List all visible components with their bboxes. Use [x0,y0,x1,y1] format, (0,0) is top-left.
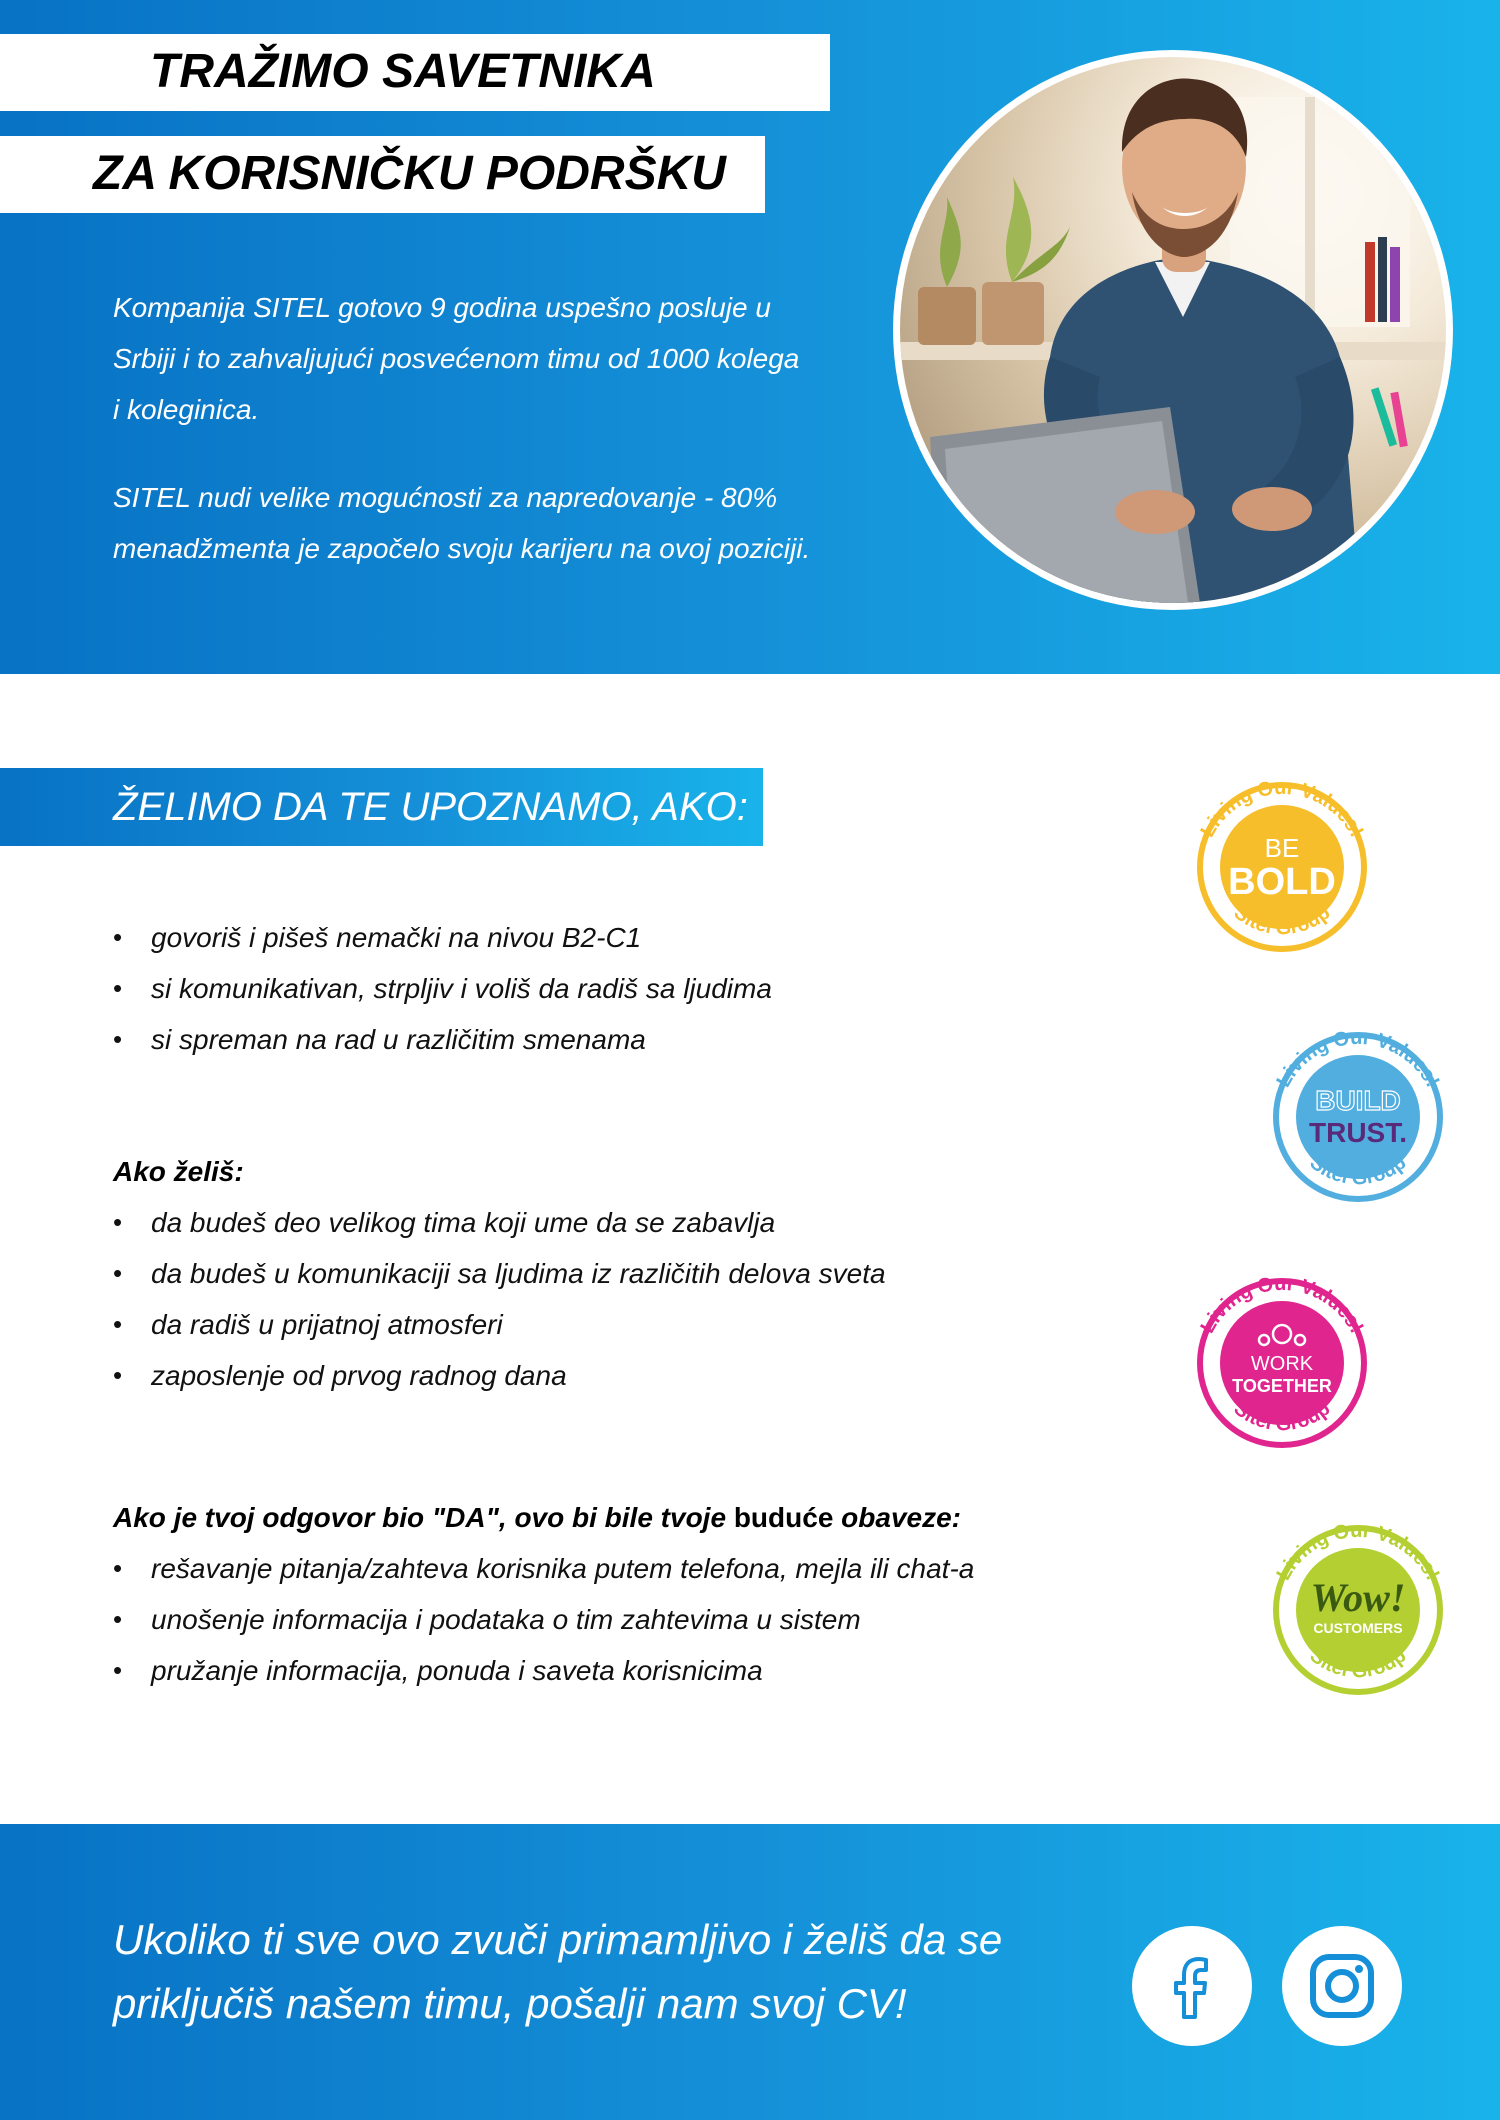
list-item: • da radiš u prijatnoj atmosferi [113,1299,886,1350]
intro-paragraph-growth: SITEL nudi velike mogućnosti za napredovanje - 80% menadžmenta je započelo svoju karijeru na ovoj poziciji. [113,482,811,564]
list-item: • da budeš u komunikaciji sa ljudima iz različitih delova sveta [113,1248,886,1299]
requirements-list [113,912,772,1065]
list-item: • rešavanje pitanja/zahteva korisnika putem telefona, mejla ili chat-a [113,1543,974,1594]
list-item: • si spreman na rad u različitim smenama [113,1014,772,1065]
svg-text:Living Our Values!: Living Our Values! [1272,1026,1444,1091]
wishes-heading: Ako želiš: [113,1156,244,1187]
svg-text:Sitel Group: Sitel Group [1229,901,1335,940]
duties-heading [113,1492,961,1543]
svg-text:Living Our Values!: Living Our Values! [1272,1519,1444,1584]
badge-wow-customers [1258,1505,1458,1705]
badge-build-trust-icon [1258,1012,1458,1212]
intro-paragraph-company: Kompanija SITEL gotovo 9 godina uspešno posluje u Srbiji i to zahvaljujući posvećenom timu od 1000 kolega i koleginica. [113,292,800,425]
svg-text:CUSTOMERS: CUSTOMERS [1313,1620,1403,1636]
list-item: • si komunikativan, strpljiv i voliš da radiš sa ljudima [113,963,772,1014]
hero-photo-frame [893,50,1453,610]
duties-list [113,1543,974,1696]
hero-section [0,0,1500,674]
instagram-button[interactable] [1282,1926,1402,2046]
svg-text:BOLD: BOLD [1228,861,1336,903]
svg-text:Sitel Group: Sitel Group [1305,1644,1411,1683]
badge-work-together [1182,1258,1382,1458]
svg-text:Living Our Values!: Living Our Values! [1196,776,1368,841]
svg-text:BUILD: BUILD [1315,1085,1401,1116]
svg-text:Sitel Group: Sitel Group [1229,1397,1335,1436]
badge-work-together-icon [1182,1258,1382,1458]
svg-text:TRUST.: TRUST. [1309,1117,1407,1148]
list-item: • govoriš i pišeš nemački na nivou B2-C1 [113,912,772,963]
list-item: • unošenje informacija i podataka o tim zahtevima u sistem [113,1594,974,1645]
facebook-icon [1151,1945,1233,2027]
duties-heading-part-3: obaveze: [841,1502,961,1533]
duties-heading-part-2: buduće [733,1502,834,1533]
badge-be-bold [1182,762,1382,962]
facebook-button[interactable] [1132,1926,1252,2046]
section-heading: ŽELIMO DA TE UPOZNAMO, AKO: [113,785,748,829]
svg-text:WORK: WORK [1250,1353,1314,1375]
man-with-laptop-illustration [900,57,1446,603]
headline-line-2: ZA KORISNIČKU PODRŠKU [0,136,765,213]
instagram-icon [1301,1945,1383,2027]
list-item: • pružanje informacija, ponuda i saveta korisnicima [113,1645,974,1696]
badge-build-trust [1258,1012,1458,1212]
svg-text:TOGETHER: TOGETHER [1232,1376,1332,1396]
badge-wow-customers-icon [1258,1505,1458,1705]
duties-heading-part-1: Ako je tvoj odgovor bio "DA", ovo bi bile tvoje [113,1502,727,1533]
wishes-list [113,1197,886,1401]
badge-be-bold-icon [1182,762,1382,962]
headline-line-1: TRAŽIMO SAVETNIKA [0,34,830,111]
list-item: • zaposlenje od prvog radnog dana [113,1350,886,1401]
svg-text:Living Our Values!: Living Our Values! [1196,1272,1368,1337]
svg-text:Sitel Group: Sitel Group [1305,1151,1411,1190]
svg-text:Wow!: Wow! [1310,1575,1406,1620]
footer-call-to-action: Ukoliko ti sve ovo zvuči primamljivo i želiš da se priključiš našem timu, pošalji nam svoj CV! [113,1916,1003,2027]
svg-text:BE: BE [1264,833,1300,863]
hero-photo [900,57,1446,603]
list-item: • da budeš deo velikog tima koji ume da se zabavlja [113,1197,886,1248]
